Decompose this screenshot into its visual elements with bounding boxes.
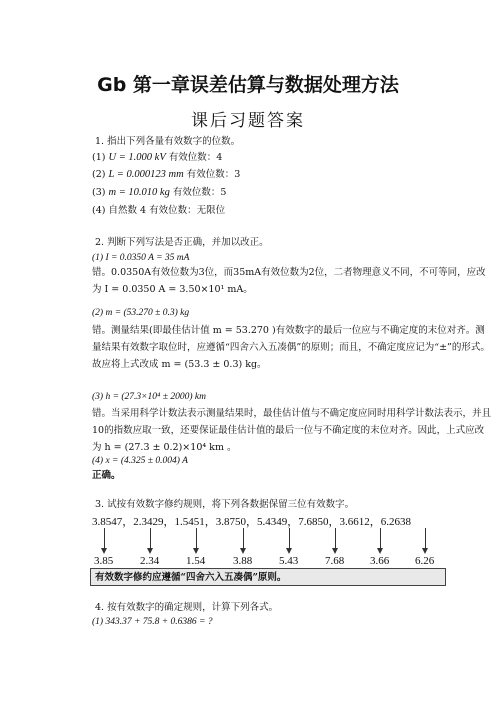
q2-item-2-answer: 错。测量结果(即最佳估计值 m = 53.270 )有效数字的最后一位应与不确定度的末位对齐。测量结果有效数字取位时，应遵循“四舍六入五凑偶”的原则；而且，不确定度应记为“±”的形式。故应将上式改成 m = (53.3 ± 0.3) kg。 [92,325,490,370]
q1-item-1-tail: 有效位数：4 [168,152,223,163]
q2-item-1-expr: (1) I = 0.0350 A = 35 mA [92,253,190,263]
q2-item-2-expr: (2) m = (53.270 ± 0.3) kg [92,308,190,318]
q3-rule: 有效数字修约应遵循“四舍六入五凑偶”原则。 [95,572,287,583]
q3-original: 3.8750 [215,516,246,528]
q3-original: 3.6612 [339,516,370,528]
q4-item-1-expr: (1) 343.37 + 75.8 + 0.6386 = ? [92,617,213,627]
arrow-head-icon [286,548,292,554]
q3-original: 2.3429 [133,516,164,528]
q2-item-3-expr: (3) h = (27.3×10⁴ ± 2000) km [92,392,206,402]
arrow-head-icon [193,548,199,554]
q3-original: 3.8547 [92,516,123,528]
q1-item-1 [92,151,222,164]
arrow-line [196,528,197,550]
q1-item-2-label: (2) [92,169,106,180]
q1-item-3 [92,186,226,199]
q3-original: 5.4349 [257,516,288,528]
q1-item-3-expr: m = 10.010 kg [108,187,170,198]
q2-item-3-answer: 错。当采用科学计数法表示测量结果时，最佳估计值与不确定度应同时用科学计数法表示，并且10的指数应取一致，还要保证最佳估计值的最后一位与不确定度的末位对齐。因此，上式应改为 h = (27.3 ± 0.2)×10⁴ km 。 [92,408,492,453]
q1-item-2 [92,168,240,181]
q3-result: 3.66 [370,555,390,567]
q3-result: 2.34 [140,555,160,567]
arrow-head-icon [240,548,246,554]
q3-result: 5.43 [279,555,299,567]
page-subtitle: 课后习题答案 [191,111,305,131]
q1-item-3-tail: 有效位数：5 [172,187,227,198]
q3-original: 7.6850 [298,516,329,528]
q1-item-4-tail: 有效位数：无限位 [149,205,226,216]
arrow-head-icon [147,548,153,554]
arrow-line [425,528,426,550]
q3-result: 3.88 [233,555,253,567]
q2-item-1-answer: 错。0.0350A有效位数为3位，而35mA有效位数为2位，二者物理意义不同，不可等同，应改为 I = 0.0350 A = 3.50×10¹ mA。 [92,267,486,295]
page-title: Gb 第一章误差估算与数据处理方法 [97,74,399,96]
q1-item-3-label: (3) [92,187,106,198]
q3-originals: 3.8547，2.3429，1.5451，3.8750，5.4349，7.6850，3.6612，6.2638 [92,516,411,528]
q3-result: 1.54 [186,555,206,567]
q4-prompt: 4. 按有效数字的确定规则，计算下列各式。 [95,602,279,613]
q3-original: 6.2638 [380,516,411,528]
arrow-line [335,528,336,550]
q1-item-4-label: (4) [92,205,106,216]
arrow-line [289,528,290,550]
q1-prompt: 1. 指出下列各量有效数字的位数。 [95,136,241,147]
q3-prompt: 3. 试按有效数字修约规则，将下列各数据保留三位有效数字。 [95,499,355,510]
q1-item-2-tail: 有效位数：3 [186,169,241,180]
arrow-head-icon [422,548,428,554]
q1-item-2-expr: L = 0.000123 mm [108,169,184,180]
q3-rule-box [90,568,446,586]
q3-result: 6.26 [415,555,435,567]
q3-result: 3.85 [94,555,114,567]
q1-item-1-label: (1) [92,152,106,163]
arrow-line [104,528,105,550]
q1-item-4-expr: 自然数 4 [108,205,147,216]
q1-item-4 [92,204,225,217]
arrow-head-icon [101,548,107,554]
q3-original: 1.5451 [174,516,205,528]
q1-item-1-expr: U = 1.000 kV [108,152,166,163]
arrow-line [380,528,381,550]
arrow-head-icon [332,548,338,554]
arrow-line [243,528,244,550]
q2-item-4-answer: 正确。 [92,470,121,481]
arrow-head-icon [377,548,383,554]
q3-result: 7.68 [325,555,345,567]
arrow-line [150,528,151,550]
q2-item-4-expr: (4) x = (4.325 ± 0.004) A [92,456,188,466]
q2-prompt: 2. 判断下列写法是否正确，并加以改正。 [95,237,269,248]
